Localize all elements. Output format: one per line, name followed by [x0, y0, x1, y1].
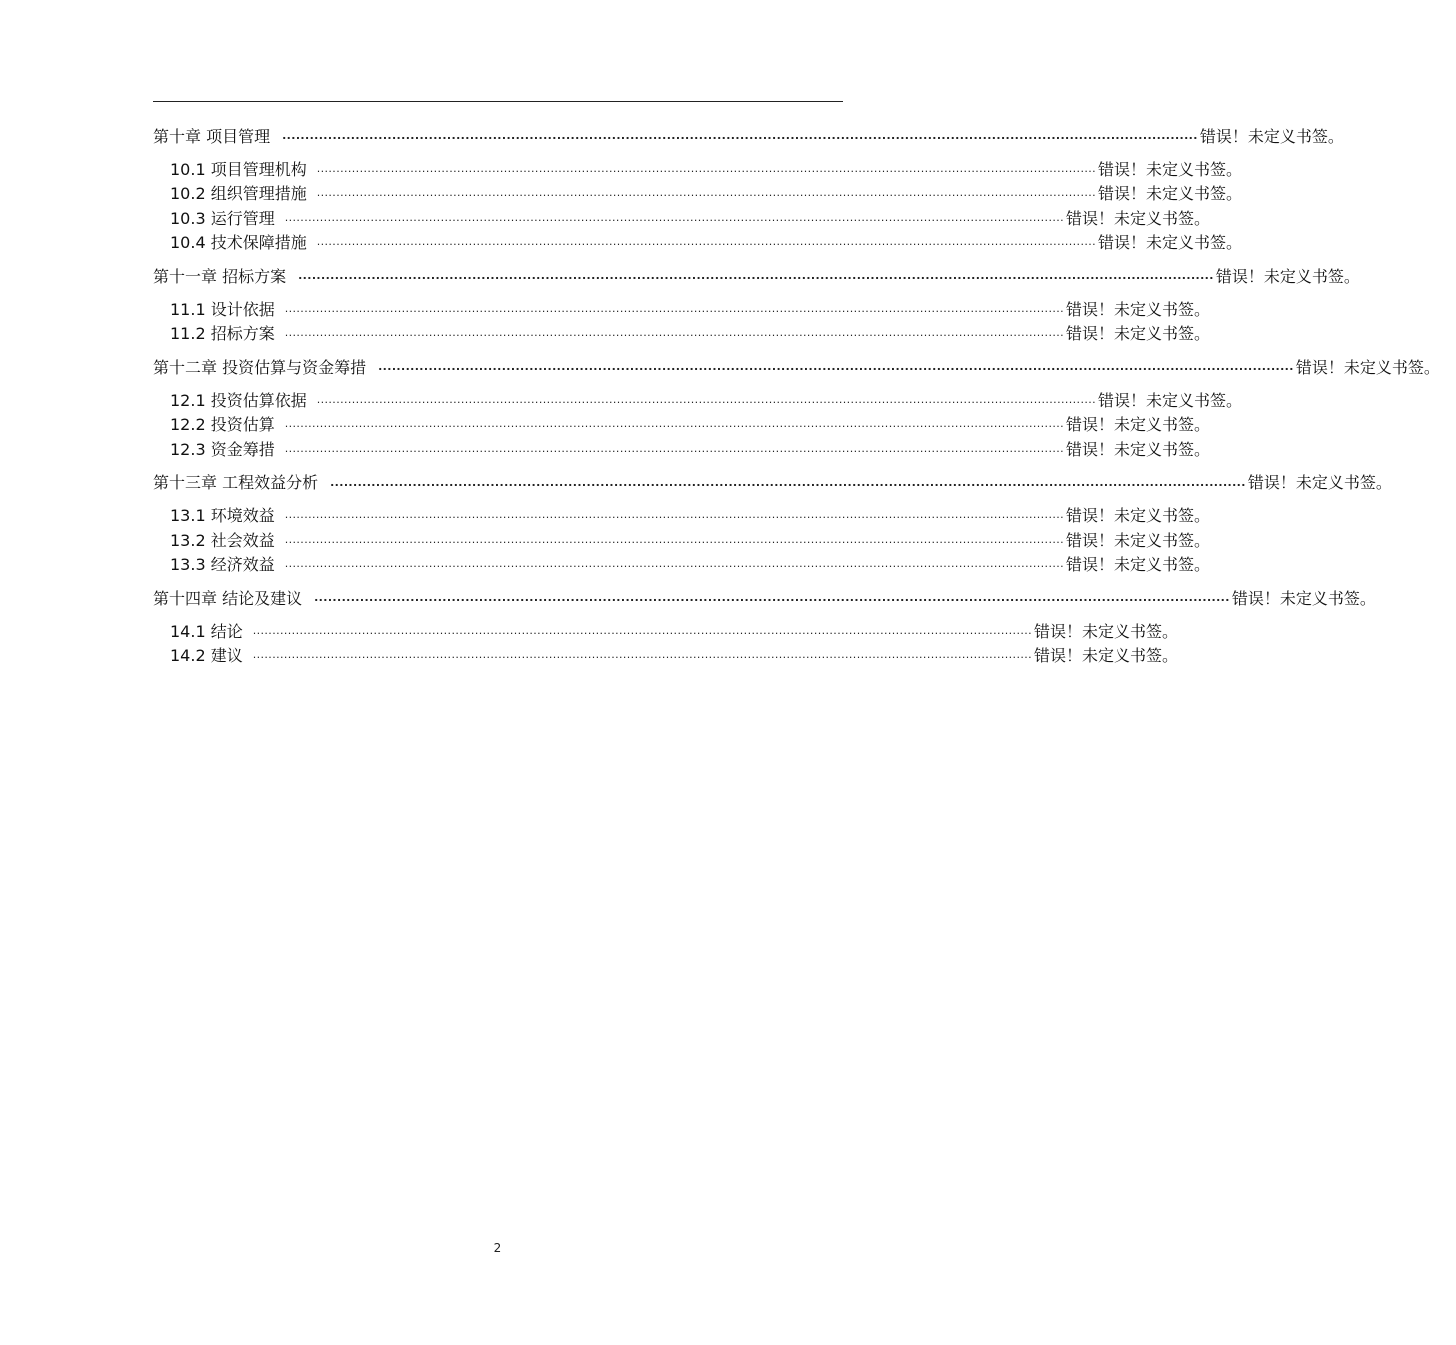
toc-entry-title: 12.1 投资估算依据 — [170, 390, 307, 410]
toc-entry-page-ref: 错误！未定义书签。 — [1098, 184, 1243, 204]
toc-entry-title: 10.2 组织管理措施 — [170, 184, 307, 204]
toc-entry-page-ref: 错误！未定义书签。 — [1066, 324, 1211, 344]
toc-dot-leader: ........................................................................................................................................................................................................ — [252, 623, 1033, 637]
toc-section-entry[interactable] — [153, 230, 1243, 255]
toc-dot-leader: ........................................................................................................................................................................................................ — [330, 475, 1246, 489]
toc-dot-leader: ........................................................................................................................................................................................................ — [284, 301, 1065, 315]
toc-dot-leader: ........................................................................................................................................................................................................ — [284, 508, 1065, 521]
header-rule — [153, 101, 843, 102]
toc-entry-page-ref: 错误！未定义书签。 — [1098, 159, 1243, 179]
toc-entry-page-ref: 错误！未定义书签。 — [1199, 126, 1344, 146]
toc-entry-page-ref: 错误！未定义书签。 — [1231, 588, 1376, 608]
toc-section-entry[interactable] — [153, 412, 1211, 437]
toc-entry-page-ref: 错误！未定义书签。 — [1066, 506, 1211, 526]
toc-entry-title: 第十四章 结论及建议 — [153, 588, 303, 608]
toc-section-entry[interactable] — [153, 387, 1243, 412]
toc-dot-leader: ........................................................................................................................................................................................................ — [252, 648, 1033, 661]
toc-dot-leader: ........................................................................................................................................................................................................ — [378, 360, 1294, 373]
toc-dot-leader: ........................................................................................................................................................................................................ — [314, 591, 1230, 604]
toc-section-entry[interactable] — [153, 643, 1179, 668]
toc-dot-leader: ........................................................................................................................................................................................................ — [284, 441, 1065, 455]
toc-entry-title: 12.2 投资估算 — [170, 415, 275, 435]
toc-dot-leader: ........................................................................................................................................................................................................ — [284, 210, 1065, 224]
toc-chapter-entry[interactable] — [153, 353, 1440, 379]
toc-entry-page-ref: 错误！未定义书签。 — [1066, 208, 1211, 228]
toc-entry-title: 11.1 设计依据 — [170, 299, 275, 319]
toc-entry-page-ref: 错误！未定义书签。 — [1295, 357, 1440, 377]
toc-entry-page-ref: 错误！未定义书签。 — [1215, 266, 1360, 286]
toc-section-entry[interactable] — [153, 321, 1211, 346]
toc-entry-page-ref: 错误！未定义书签。 — [1066, 555, 1211, 575]
toc-entry-page-ref: 错误！未定义书签。 — [1066, 415, 1211, 435]
toc-chapter-entry[interactable] — [153, 122, 1344, 148]
toc-entry-page-ref: 错误！未定义书签。 — [1247, 473, 1392, 492]
toc-section-entry[interactable] — [153, 552, 1211, 577]
toc-entry-page-ref: 错误！未定义书签。 — [1098, 233, 1243, 253]
toc-entry-title: 第十三章 工程效益分析 — [153, 473, 319, 492]
toc-dot-leader: ........................................................................................................................................................................................................ — [316, 186, 1097, 199]
toc-entry-page-ref: 错误！未定义书签。 — [1098, 390, 1243, 410]
toc-entry-page-ref: 错误！未定义书签。 — [1066, 299, 1211, 319]
toc-entry-title: 13.1 环境效益 — [170, 506, 275, 526]
toc-dot-leader: ........................................................................................................................................................................................................ — [284, 557, 1065, 570]
toc-dot-leader: ........................................................................................................................................................................................................ — [284, 532, 1065, 546]
toc-section-entry[interactable] — [153, 436, 1211, 461]
toc-entry-title: 13.3 经济效益 — [170, 555, 275, 575]
toc-dot-leader: ........................................................................................................................................................................................................ — [282, 129, 1198, 142]
toc-dot-leader: ........................................................................................................................................................................................................ — [316, 235, 1097, 248]
toc-dot-leader: ........................................................................................................................................................................................................ — [284, 326, 1065, 339]
toc-chapter-entry[interactable] — [153, 262, 1360, 288]
toc-section-entry[interactable] — [153, 618, 1179, 643]
toc-entry-page-ref: 错误！未定义书签。 — [1034, 646, 1179, 666]
toc-chapter-entry[interactable] — [153, 469, 1392, 495]
page-number: 2 — [493, 1241, 502, 1255]
toc-entry-page-ref: 错误！未定义书签。 — [1066, 530, 1211, 550]
toc-entry-title: 14.2 建议 — [170, 646, 243, 666]
toc-section-entry[interactable] — [153, 181, 1243, 206]
toc-entry-title: 第十二章 投资估算与资金筹措 — [153, 357, 367, 377]
toc-section-entry[interactable] — [153, 296, 1211, 321]
toc-section-entry[interactable] — [153, 527, 1211, 552]
toc-entry-title: 10.1 项目管理机构 — [170, 159, 307, 179]
toc-section-entry[interactable] — [153, 205, 1211, 230]
toc-chapter-entry[interactable] — [153, 584, 1376, 610]
toc-entry-title: 11.2 招标方案 — [170, 324, 275, 344]
toc-entry-title: 第十一章 招标方案 — [153, 266, 287, 286]
table-of-contents — [153, 120, 1440, 667]
toc-dot-leader: ........................................................................................................................................................................................................ — [316, 392, 1097, 406]
toc-entry-title: 13.2 社会效益 — [170, 530, 275, 550]
toc-section-entry[interactable] — [153, 503, 1211, 528]
toc-dot-leader: ........................................................................................................................................................................................................ — [284, 417, 1065, 430]
toc-dot-leader: ........................................................................................................................................................................................................ — [316, 161, 1097, 175]
toc-entry-title: 10.4 技术保障措施 — [170, 233, 307, 253]
toc-section-entry[interactable] — [153, 156, 1243, 181]
toc-entry-page-ref: 错误！未定义书签。 — [1034, 621, 1179, 641]
toc-entry-page-ref: 错误！未定义书签。 — [1066, 439, 1211, 459]
toc-entry-title: 12.3 资金筹措 — [170, 439, 275, 459]
toc-entry-title: 10.3 运行管理 — [170, 208, 275, 228]
toc-dot-leader: ........................................................................................................................................................................................................ — [298, 269, 1214, 282]
toc-entry-title: 14.1 结论 — [170, 621, 243, 641]
toc-entry-title: 第十章 项目管理 — [153, 126, 271, 146]
